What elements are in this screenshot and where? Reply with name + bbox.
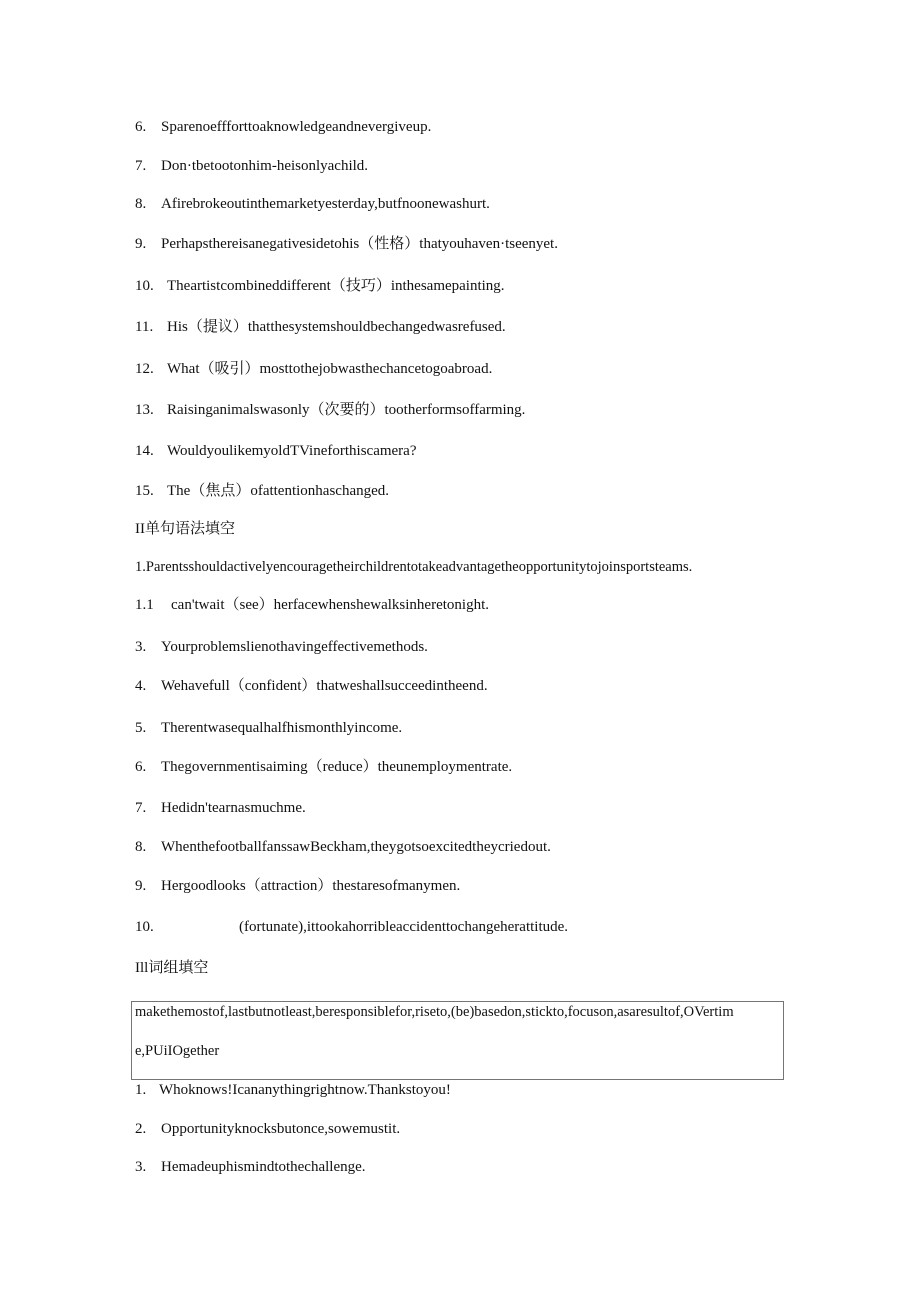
list-item: 15. The（焦点）ofattentionhaschanged. — [135, 483, 390, 499]
list-item: 8. WhenthefootballfanssawBeckham,theygotsoexcitedtheycriedout. — [135, 839, 551, 855]
section-heading: II单句语法填空 — [135, 521, 235, 537]
list-item: 7. Hedidn'tearnasmuchme. — [135, 800, 306, 816]
list-item: 4. Wehavefull（confident）thatweshallsucceedintheend. — [135, 678, 488, 694]
list-item: 14. WouldyoulikemyoldTVineforthiscamera? — [135, 443, 417, 459]
list-item: 1.1 can'twait（see）herfacewhenshewalksinheretonight. — [135, 597, 489, 613]
list-item: 1. Whoknows!Icananythingrightnow.Thankstoyou! — [135, 1082, 451, 1098]
list-item: 9. Hergoodlooks（attraction）thestaresofmanymen. — [135, 878, 461, 894]
list-item: 9. Perhapsthereisanegativesidetohis（性格）thatyouhaven·tseenyet. — [135, 236, 558, 252]
list-item: 7. Don·tbetootonhim-heisonlyachild. — [135, 158, 369, 174]
list-item: 6. Sparenoeffforttoaknowledgeandnevergiveup. — [135, 119, 432, 135]
list-item: 13. Raisinganimalswasonly（次要的）tootherformsoffarming. — [135, 402, 526, 418]
list-item: 12. What（吸引）mosttothejobwasthechancetogoabroad. — [135, 361, 493, 377]
list-item: 1.Parentsshouldactivelyencouragetheirchildrentotakeadvantagetheopportunitytojoinsportsteams. — [135, 559, 693, 575]
list-item: 3. Hemadeuphismindtothechallenge. — [135, 1159, 366, 1175]
word-bank-box — [131, 1001, 784, 1080]
list-item: 5. Therentwasequalhalfhismonthlyincome. — [135, 720, 403, 736]
list-item: 6. Thegovernmentisaiming（reduce）theunemploymentrate. — [135, 759, 513, 775]
list-item: 3. Yourproblemslienothavingeffectivemethods. — [135, 639, 428, 655]
word-bank-line: e,PUiIOgether — [135, 1043, 220, 1059]
list-item: 10. Theartistcombineddifferent（技巧）inthesamepainting. — [135, 278, 505, 294]
word-bank-line: makethemostof,lastbutnotleast,beresponsiblefor,riseto,(be)basedon,stickto,focuson,asaresultof,OVertim — [135, 1004, 734, 1020]
list-item: 2. Opportunityknocksbutonce,sowemustit. — [135, 1121, 401, 1137]
list-item: 8. Afirebrokeoutinthemarketyesterday,butfnoonewashurt. — [135, 196, 490, 212]
section-heading: Ill词组填空 — [135, 960, 209, 976]
list-item: 11. His（提议）thatthesystemshouldbechangedwasrefused. — [135, 319, 506, 335]
list-item: 10. (fortunate),ittookahorribleaccidenttochangeherattitude. — [135, 919, 569, 935]
